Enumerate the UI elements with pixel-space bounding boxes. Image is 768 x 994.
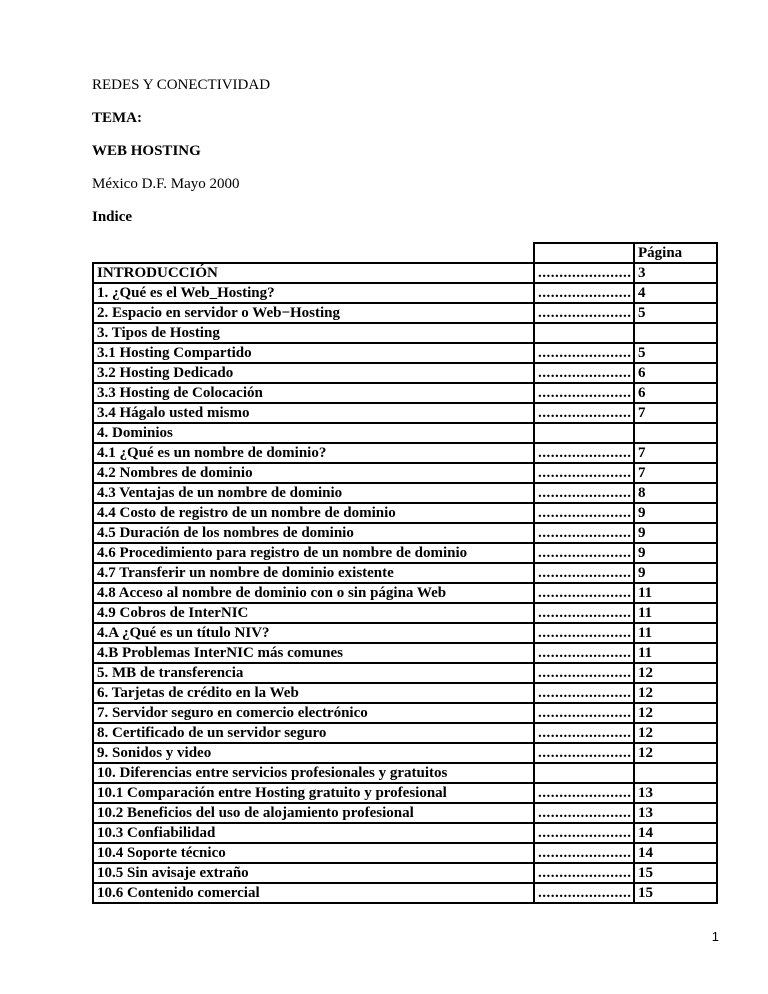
table-row bbox=[93, 263, 717, 283]
toc-dots: ...................... bbox=[534, 443, 634, 463]
toc-dots bbox=[534, 423, 634, 443]
toc-page-number: 11 bbox=[634, 643, 717, 663]
toc-entry-title: 4.6 Procedimiento para registro de un nombre de dominio bbox=[93, 543, 534, 563]
table-row bbox=[93, 523, 717, 543]
toc-page-number: 15 bbox=[634, 883, 717, 903]
toc-entry-title: 6. Tarjetas de crédito en la Web bbox=[93, 683, 534, 703]
table-row bbox=[93, 283, 717, 303]
toc-page-number: 6 bbox=[634, 363, 717, 383]
toc-page-number bbox=[634, 423, 717, 443]
toc-page-number: 12 bbox=[634, 723, 717, 743]
toc-entry-title: 5. MB de transferencia bbox=[93, 663, 534, 683]
toc-dots: ...................... bbox=[534, 563, 634, 583]
toc-entry-title: 3.2 Hosting Dedicado bbox=[93, 363, 534, 383]
toc-entry-title: 10.4 Soporte técnico bbox=[93, 843, 534, 863]
table-row bbox=[93, 863, 717, 883]
index-heading: Indice bbox=[92, 209, 133, 225]
toc-entry-title: 4.2 Nombres de dominio bbox=[93, 463, 534, 483]
toc-header-page: Página bbox=[634, 243, 717, 263]
toc-header-row bbox=[93, 243, 717, 263]
document-header bbox=[92, 77, 270, 242]
page-number: 1 bbox=[711, 929, 719, 944]
toc-page-number: 9 bbox=[634, 543, 717, 563]
table-row bbox=[93, 603, 717, 623]
toc-entry-title: 3.3 Hosting de Colocación bbox=[93, 383, 534, 403]
toc-entry-title: 4. Dominios bbox=[93, 423, 534, 443]
toc-entry-title: 9. Sonidos y video bbox=[93, 743, 534, 763]
table-row bbox=[93, 483, 717, 503]
toc-page-number: 9 bbox=[634, 523, 717, 543]
table-row bbox=[93, 743, 717, 763]
toc-entry-title: 3.1 Hosting Compartido bbox=[93, 343, 534, 363]
toc-dots: ...................... bbox=[534, 343, 634, 363]
table-row bbox=[93, 703, 717, 723]
toc-page-number: 7 bbox=[634, 403, 717, 423]
toc-page-number: 5 bbox=[634, 303, 717, 323]
toc-dots: ...................... bbox=[534, 403, 634, 423]
toc-entry-title: 4.7 Transferir un nombre de dominio existente bbox=[93, 563, 534, 583]
toc-page-number bbox=[634, 763, 717, 783]
toc-dots: ...................... bbox=[534, 883, 634, 903]
toc-dots: ...................... bbox=[534, 543, 634, 563]
toc-entry-title: 4.B Problemas InterNIC más comunes bbox=[93, 643, 534, 663]
table-row bbox=[93, 543, 717, 563]
toc-dots: ...................... bbox=[534, 843, 634, 863]
toc-dots: ...................... bbox=[534, 783, 634, 803]
toc-entry-title: 4.8 Acceso al nombre de dominio con o sin página Web bbox=[93, 583, 534, 603]
toc-page-number: 4 bbox=[634, 283, 717, 303]
toc-entry-title: INTRODUCCIÓN bbox=[93, 263, 534, 283]
table-row bbox=[93, 823, 717, 843]
toc-page-number: 12 bbox=[634, 663, 717, 683]
toc-entry-title: 7. Servidor seguro en comercio electrónico bbox=[93, 703, 534, 723]
toc-entry-title: 3. Tipos de Hosting bbox=[93, 323, 534, 343]
toc-page-number: 3 bbox=[634, 263, 717, 283]
toc-dots: ...................... bbox=[534, 583, 634, 603]
table-row bbox=[93, 723, 717, 743]
table-row bbox=[93, 423, 717, 443]
toc-page-number: 11 bbox=[634, 603, 717, 623]
toc-dots: ...................... bbox=[534, 723, 634, 743]
table-row bbox=[93, 783, 717, 803]
toc-page-number: 14 bbox=[634, 823, 717, 843]
table-row bbox=[93, 303, 717, 323]
toc-dots: ...................... bbox=[534, 663, 634, 683]
toc-page-number: 12 bbox=[634, 703, 717, 723]
toc-dots: ...................... bbox=[534, 483, 634, 503]
toc-dots: ...................... bbox=[534, 823, 634, 843]
toc-entry-title: 10.1 Comparación entre Hosting gratuito y profesional bbox=[93, 783, 534, 803]
toc-entry-title: 4.9 Cobros de InterNIC bbox=[93, 603, 534, 623]
toc-dots: ...................... bbox=[534, 683, 634, 703]
document-title: WEB HOSTING bbox=[92, 143, 201, 159]
table-row bbox=[93, 663, 717, 683]
toc-page-number: 7 bbox=[634, 463, 717, 483]
tema-label: TEMA: bbox=[92, 110, 142, 126]
toc-entry-title: 10.5 Sin avisaje extraño bbox=[93, 863, 534, 883]
toc-page-number: 12 bbox=[634, 683, 717, 703]
toc-page-number: 9 bbox=[634, 563, 717, 583]
toc-dots: ...................... bbox=[534, 303, 634, 323]
course-title: REDES Y CONECTIVIDAD bbox=[92, 77, 271, 93]
toc-page-number: 15 bbox=[634, 863, 717, 883]
table-row bbox=[93, 343, 717, 363]
table-row bbox=[93, 643, 717, 663]
table-row bbox=[93, 503, 717, 523]
toc-entry-title: 1. ¿Qué es el Web_Hosting? bbox=[93, 283, 534, 303]
toc-dots: ...................... bbox=[534, 623, 634, 643]
table-row bbox=[93, 623, 717, 643]
toc-page-number: 14 bbox=[634, 843, 717, 863]
toc-header-dots-cell bbox=[534, 243, 634, 263]
toc-page-number: 5 bbox=[634, 343, 717, 363]
toc-page-number: 11 bbox=[634, 583, 717, 603]
toc-page-number: 9 bbox=[634, 503, 717, 523]
place-date: México D.F. Mayo 2000 bbox=[92, 176, 240, 192]
table-row bbox=[93, 323, 717, 343]
table-row bbox=[93, 463, 717, 483]
toc-entry-title: 2. Espacio en servidor o Web−Hosting bbox=[93, 303, 534, 323]
toc-dots: ...................... bbox=[534, 803, 634, 823]
toc-dots: ...................... bbox=[534, 283, 634, 303]
toc-dots: ...................... bbox=[534, 523, 634, 543]
toc-page-number: 6 bbox=[634, 383, 717, 403]
toc-dots: ...................... bbox=[534, 383, 634, 403]
toc-entry-title: 10.2 Beneficios del uso de alojamiento profesional bbox=[93, 803, 534, 823]
table-row bbox=[93, 683, 717, 703]
toc-entry-title: 10. Diferencias entre servicios profesionales y gratuitos bbox=[93, 763, 534, 783]
toc-dots: ...................... bbox=[534, 743, 634, 763]
toc-page-number: 12 bbox=[634, 743, 717, 763]
toc-dots: ...................... bbox=[534, 863, 634, 883]
toc-dots bbox=[534, 763, 634, 783]
toc-page-number: 8 bbox=[634, 483, 717, 503]
toc-entry-title: 4.3 Ventajas de un nombre de dominio bbox=[93, 483, 534, 503]
toc-dots: ...................... bbox=[534, 703, 634, 723]
table-row bbox=[93, 563, 717, 583]
table-row bbox=[93, 583, 717, 603]
toc-page-number: 11 bbox=[634, 623, 717, 643]
toc-header-spacer bbox=[93, 243, 534, 263]
table-row bbox=[93, 843, 717, 863]
toc-page-number: 7 bbox=[634, 443, 717, 463]
toc-entry-title: 10.6 Contenido comercial bbox=[93, 883, 534, 903]
toc-entry-title: 4.A ¿Qué es un título NIV? bbox=[93, 623, 534, 643]
table-row bbox=[93, 763, 717, 783]
toc-dots: ...................... bbox=[534, 263, 634, 283]
toc-page-number bbox=[634, 323, 717, 343]
toc-table bbox=[92, 242, 718, 904]
toc-entry-title: 4.1 ¿Qué es un nombre de dominio? bbox=[93, 443, 534, 463]
toc-entry-title: 8. Certificado de un servidor seguro bbox=[93, 723, 534, 743]
toc-entry-title: 3.4 Hágalo usted mismo bbox=[93, 403, 534, 423]
toc-dots: ...................... bbox=[534, 643, 634, 663]
table-row bbox=[93, 383, 717, 403]
toc-entry-title: 4.5 Duración de los nombres de dominio bbox=[93, 523, 534, 543]
toc-dots: ...................... bbox=[534, 463, 634, 483]
table-row bbox=[93, 363, 717, 383]
toc-entry-title: 10.3 Confiabilidad bbox=[93, 823, 534, 843]
table-row bbox=[93, 883, 717, 903]
toc-dots: ...................... bbox=[534, 363, 634, 383]
toc-page-number: 13 bbox=[634, 783, 717, 803]
table-row bbox=[93, 403, 717, 423]
table-row bbox=[93, 803, 717, 823]
toc-dots: ...................... bbox=[534, 503, 634, 523]
toc-dots bbox=[534, 323, 634, 343]
table-row bbox=[93, 443, 717, 463]
toc-page-number: 13 bbox=[634, 803, 717, 823]
toc-dots: ...................... bbox=[534, 603, 634, 623]
toc-entry-title: 4.4 Costo de registro de un nombre de dominio bbox=[93, 503, 534, 523]
